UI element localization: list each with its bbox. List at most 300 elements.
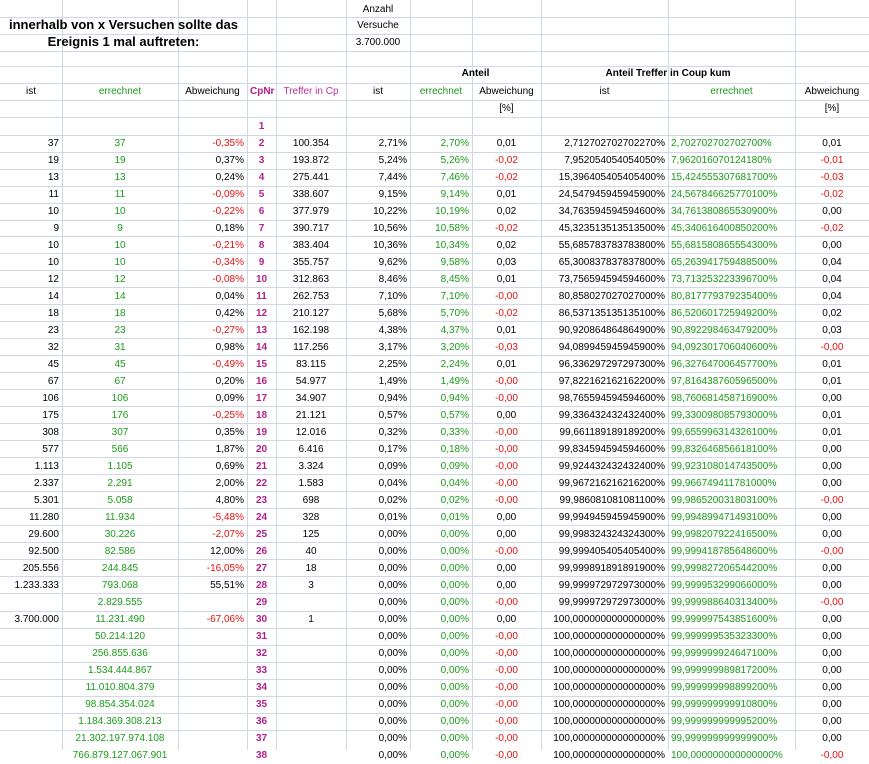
table-cell[interactable]: 0,01% [440,512,469,523]
table-cell[interactable]: 577 [42,444,59,455]
table-cell[interactable]: 86,537135135135100% [558,308,665,319]
table-cell[interactable]: 0,17% [378,444,407,455]
table-cell[interactable]: 99,999827206544200% [671,563,778,574]
table-cell[interactable]: 21.302.197.974.108 [75,733,165,744]
table-cell[interactable]: 10,58% [435,223,469,234]
table-cell[interactable]: 34 [255,682,268,693]
table-cell[interactable]: -0,22% [212,206,244,217]
table-cell[interactable]: 18 [114,308,126,319]
table-cell[interactable]: 275.441 [292,172,330,183]
table-cell[interactable]: 0,33% [440,427,469,438]
table-cell[interactable]: 55,51% [210,580,244,591]
table-cell[interactable]: 99,994945945945900% [558,512,665,523]
table-cell[interactable] [178,713,247,730]
table-cell[interactable]: 383.404 [292,240,330,251]
table-cell[interactable] [668,118,795,135]
table-cell[interactable]: 24,567846625770100% [671,189,778,200]
header-pct-anteil[interactable]: [%] [499,103,514,114]
table-cell[interactable]: 54.977 [295,376,327,387]
header-anteil-ist[interactable]: ist [373,86,383,97]
table-cell[interactable]: 0,00% [440,733,469,744]
table-cell[interactable]: 2,702702702702700% [671,138,772,149]
table-cell[interactable]: 9,58% [440,257,469,268]
table-cell[interactable] [0,713,62,730]
table-cell[interactable]: 0,00% [378,716,407,727]
table-cell[interactable]: 0,42% [215,308,244,319]
table-cell[interactable]: 0,00 [822,716,842,727]
table-cell[interactable]: 6.416 [298,444,324,455]
table-cell[interactable]: 0,01 [496,189,517,200]
table-cell[interactable]: 0,00% [378,580,407,591]
table-cell[interactable]: 338.607 [292,189,330,200]
table-cell[interactable]: 31 [255,631,268,642]
table-cell[interactable] [0,730,62,747]
table-cell[interactable]: 7,952054054054050% [564,155,665,166]
table-cell[interactable]: -0,00 [495,631,518,642]
table-cell[interactable]: 0,18% [215,223,244,234]
table-cell[interactable]: 10 [114,240,126,251]
table-cell[interactable]: 7,10% [378,291,407,302]
table-cell[interactable]: 34,761380865530900% [671,206,778,217]
table-cell[interactable]: 1,49% [440,376,469,387]
table-cell[interactable]: 0,00 [496,614,517,625]
table-cell[interactable]: 7,46% [440,172,469,183]
table-cell[interactable]: 86,520601725949200% [671,308,778,319]
table-cell[interactable]: 1,49% [378,376,407,387]
table-cell[interactable]: 0,09% [378,461,407,472]
table-cell[interactable]: 210.127 [292,308,330,319]
table-cell[interactable]: 0,01 [496,359,517,370]
table-cell[interactable]: 262.753 [292,291,330,302]
table-cell[interactable]: -0,02 [495,223,518,234]
table-cell[interactable]: 2,712702702702270% [564,138,665,149]
table-cell[interactable]: 92.500 [28,546,59,557]
table-cell[interactable]: 0,01 [822,359,842,370]
table-cell[interactable]: 0,02 [496,206,517,217]
table-cell[interactable]: 0,00% [378,546,407,557]
table-cell[interactable]: 99,330098085793000% [671,410,778,421]
table-cell[interactable]: 2,25% [378,359,407,370]
table-cell[interactable]: 9,62% [378,257,407,268]
table-cell[interactable]: -67,06% [206,614,244,625]
table-cell[interactable]: 2,71% [378,138,407,149]
table-cell[interactable]: 50.214.120 [94,631,146,642]
table-cell[interactable]: 0,00 [822,444,842,455]
table-cell[interactable]: 175 [42,410,59,421]
table-cell[interactable]: 99,655996314326100% [671,427,778,438]
table-cell[interactable]: 0,01 [496,325,517,336]
table-cell[interactable]: -0,00 [495,393,518,404]
table-cell[interactable] [276,594,346,611]
table-cell[interactable] [276,713,346,730]
table-cell[interactable]: 21 [255,461,268,472]
header-anteil-abweichung[interactable]: Abweichung [479,86,534,97]
table-cell[interactable]: 100,000000000000000% [553,614,665,625]
table-cell[interactable]: 390.717 [292,223,330,234]
table-cell[interactable]: 99,832646856618100% [671,444,778,455]
table-cell[interactable]: 20 [255,444,268,455]
table-cell[interactable]: 0,00 [822,665,842,676]
table-cell[interactable]: 0,04% [215,291,244,302]
table-cell[interactable]: 29 [255,597,268,608]
table-cell[interactable]: 38 [255,750,268,761]
table-cell[interactable]: 99,999972972973000% [558,597,665,608]
table-cell[interactable]: -0,34% [212,257,244,268]
table-cell[interactable]: 99,336432432432400% [558,410,665,421]
header-kum-ist[interactable]: ist [599,86,610,97]
table-cell[interactable] [178,730,247,747]
table-cell[interactable]: 99,999999924647100% [671,648,778,659]
table-cell[interactable]: 10,36% [373,240,407,251]
table-cell[interactable]: 99,986081081081100% [559,495,665,506]
table-cell[interactable]: 99,998207922416500% [671,529,778,540]
table-cell[interactable]: -0,02 [495,155,518,166]
header-errechnet[interactable]: errechnet [98,86,142,97]
table-cell[interactable]: 0,18% [440,444,469,455]
table-cell[interactable]: 30.226 [104,529,136,540]
table-cell[interactable]: 0,04 [822,257,842,268]
table-cell[interactable]: 29.600 [28,529,59,540]
table-cell[interactable]: 0,57% [440,410,469,421]
table-cell[interactable]: 5.301 [33,495,59,506]
table-cell[interactable]: 5 [258,189,265,200]
table-cell[interactable]: 125 [302,529,320,540]
table-cell[interactable]: 10,56% [373,223,407,234]
table-cell[interactable]: 0,00% [440,631,469,642]
table-cell[interactable]: 0,00% [440,716,469,727]
table-cell[interactable]: -0,00 [495,444,518,455]
table-cell[interactable]: 0,00 [822,733,842,744]
table-cell[interactable]: 100,000000000000000% [553,699,665,710]
table-cell[interactable]: 0,00% [378,529,407,540]
table-cell[interactable]: 0,04% [378,478,407,489]
table-cell[interactable]: 698 [302,495,320,506]
table-cell[interactable]: 328 [302,512,320,523]
table-cell[interactable]: 99,923108014743500% [671,461,778,472]
table-cell[interactable]: 0,00 [822,682,842,693]
table-cell[interactable]: 0,00% [378,648,407,659]
table-cell[interactable]: 0,00 [496,512,517,523]
header-kum-errechnet[interactable]: errechnet [710,86,753,97]
table-cell[interactable]: 10 [114,206,126,217]
table-cell[interactable]: -0,00 [495,665,518,676]
table-cell[interactable]: -0,00 [495,699,518,710]
table-cell[interactable]: 0,00 [822,206,842,217]
table-cell[interactable]: 1.233.333 [14,580,59,591]
table-cell[interactable]: 100,000000000000000% [553,733,665,744]
table-cell[interactable]: 27 [255,563,268,574]
table-cell[interactable]: 0,00% [440,682,469,693]
table-cell[interactable]: 26 [255,546,268,557]
table-cell[interactable]: 10,34% [435,240,469,251]
table-cell[interactable] [0,628,62,645]
table-cell[interactable]: 117.256 [293,342,329,353]
table-cell[interactable]: 0,03 [822,325,842,336]
table-cell[interactable]: 100,000000000000000% [553,648,665,659]
table-cell[interactable]: 45 [47,359,59,370]
table-cell[interactable]: 1 [258,121,265,132]
table-cell[interactable]: 18 [47,308,59,319]
table-cell[interactable]: 0,00% [440,614,469,625]
table-cell[interactable]: 0,04% [440,478,469,489]
table-cell[interactable]: 0,00% [440,699,469,710]
table-cell[interactable]: 0,02 [822,308,842,319]
table-cell[interactable]: 99,999999535323300% [671,631,778,642]
table-cell[interactable]: 19 [114,155,126,166]
table-cell[interactable]: 0,00 [496,580,517,591]
table-cell[interactable]: 30 [255,614,268,625]
table-cell[interactable] [178,628,247,645]
table-cell[interactable]: 11 [48,189,59,200]
table-cell[interactable]: 73,756594594594600% [558,274,665,285]
table-cell[interactable]: 98,765594594594600% [558,393,665,404]
table-cell[interactable]: 0,00 [496,410,517,421]
table-cell[interactable]: 35 [255,699,268,710]
table-cell[interactable]: 22 [255,478,268,489]
table-cell[interactable]: 100,000000000000000% [553,631,665,642]
table-cell[interactable]: 0,37% [215,155,244,166]
table-cell[interactable]: 0,00% [378,733,407,744]
table-cell[interactable]: 100,000000000000000% [553,750,665,761]
table-cell[interactable]: -0,03 [495,342,518,353]
table-cell[interactable]: 99,999999999910800% [671,699,778,710]
anzahl-versuche-value[interactable]: 3.700.000 [355,37,401,48]
table-cell[interactable]: 1.113 [34,461,59,472]
table-cell[interactable]: 0,01 [822,376,842,387]
table-cell[interactable]: -0,00 [495,427,518,438]
table-cell[interactable]: 0,09% [440,461,469,472]
table-cell[interactable]: 162.198 [292,325,330,336]
table-cell[interactable]: 0,00% [440,648,469,659]
table-cell[interactable]: -0,27% [212,325,244,336]
table-cell[interactable]: 12 [114,274,126,285]
header-anteil-errechnet[interactable]: errechnet [419,86,463,97]
table-cell[interactable]: 9 [117,223,123,234]
table-cell[interactable]: 312.863 [292,274,330,285]
table-cell[interactable]: 45,340616400850200% [671,223,778,234]
table-cell[interactable]: 10,19% [435,206,469,217]
header-abweichung[interactable]: Abweichung [185,86,240,97]
table-cell[interactable]: -0,00 [495,733,518,744]
table-cell[interactable]: 308 [42,427,59,438]
table-cell[interactable]: 82.586 [104,546,136,557]
table-cell[interactable]: 0,01 [496,274,517,285]
table-cell[interactable]: 99,999418785648600% [671,546,778,557]
table-cell[interactable]: -0,00 [495,597,518,608]
table-cell[interactable] [541,118,668,135]
table-cell[interactable]: -0,00 [495,461,518,472]
table-cell[interactable]: 21.121 [295,410,327,421]
table-cell[interactable]: 0,20% [215,376,244,387]
table-cell[interactable]: 34.907 [295,393,327,404]
table-cell[interactable]: 0,00% [440,665,469,676]
table-cell[interactable] [795,118,869,135]
table-cell[interactable]: 99,999988640313400% [671,597,778,608]
table-cell[interactable]: 14 [255,342,268,353]
table-cell[interactable] [276,730,346,747]
table-cell[interactable]: -0,49% [212,359,244,370]
table-cell[interactable]: -16,05% [206,563,244,574]
table-cell[interactable]: -0,00 [495,478,518,489]
table-cell[interactable]: 0,00% [378,614,407,625]
table-cell[interactable]: 5,24% [378,155,407,166]
table-cell[interactable]: 10 [114,257,126,268]
table-cell[interactable]: 4,38% [378,325,407,336]
table-cell[interactable]: -0,00 [495,495,518,506]
table-cell[interactable]: -0,25% [212,410,244,421]
table-cell[interactable] [178,679,247,696]
table-cell[interactable]: 12.016 [295,427,327,438]
table-cell[interactable]: 99,834594594594600% [558,444,665,455]
table-cell[interactable]: -0,00 [495,291,518,302]
table-cell[interactable]: 73,713253223396700% [671,274,778,285]
table-cell[interactable]: 793.068 [101,580,139,591]
table-cell[interactable]: -0,08% [212,274,244,285]
table-cell[interactable]: 99,999891891891900% [558,563,665,574]
table-cell[interactable] [0,696,62,713]
table-cell[interactable]: 24 [255,512,268,523]
table-cell[interactable]: 80,858027027027000% [558,291,665,302]
table-cell[interactable]: 99,967216216216200% [558,478,665,489]
table-cell[interactable]: 0,00 [822,240,842,251]
anzahl-label-1[interactable]: Anzahl [362,4,394,15]
table-cell[interactable]: 0,00% [440,597,469,608]
table-cell[interactable]: 106 [42,393,59,404]
table-cell[interactable]: 45 [114,359,126,370]
table-cell[interactable]: -0,00 [495,750,518,761]
table-cell[interactable]: 2.291 [107,478,133,489]
table-cell[interactable]: -0,02 [820,223,844,234]
table-cell[interactable]: -0,00 [820,750,844,761]
table-cell[interactable]: 7 [258,223,265,234]
table-cell[interactable]: 0,00 [822,580,842,591]
table-cell[interactable]: 96,327647006457700% [671,359,778,370]
table-cell[interactable]: 100,000000000000000% [553,716,665,727]
table-cell[interactable]: 34,763594594594600% [558,206,665,217]
table-cell[interactable]: 10 [47,257,59,268]
table-cell[interactable]: 0,00 [822,529,842,540]
table-cell[interactable]: 36 [255,716,268,727]
table-cell[interactable] [0,645,62,662]
table-cell[interactable]: 90,892298463479200% [671,325,778,336]
table-cell[interactable]: 90,920864864864900% [558,325,665,336]
table-cell[interactable]: 1.534.444.867 [88,665,152,676]
table-cell[interactable]: 99,994899471493100% [671,512,778,523]
table-cell[interactable]: 4,80% [215,495,244,506]
table-cell[interactable] [276,645,346,662]
table-cell[interactable]: 0,00 [822,512,842,523]
table-cell[interactable]: -0,02 [495,172,518,183]
table-cell[interactable]: -0,00 [820,597,844,608]
table-cell[interactable]: 98.854.354.024 [85,699,155,710]
table-cell[interactable]: 0,32% [378,427,407,438]
table-cell[interactable]: 0,00% [440,563,469,574]
table-cell[interactable]: 3.324 [298,461,324,472]
table-cell[interactable]: 100.354 [292,138,330,149]
table-cell[interactable]: 5,70% [440,308,469,319]
table-cell[interactable]: 37 [114,138,126,149]
table-cell[interactable]: 0,94% [440,393,469,404]
table-cell[interactable]: 10 [47,240,59,251]
table-cell[interactable]: 766.879.127.067.901 [72,750,168,761]
table-cell[interactable] [178,645,247,662]
table-cell[interactable]: 0,00% [378,563,407,574]
table-cell[interactable]: 0,00 [822,393,842,404]
table-cell[interactable]: 205.556 [22,563,59,574]
table-cell[interactable] [276,662,346,679]
table-cell[interactable]: 100,000000000000000% [553,682,665,693]
table-cell[interactable]: 355.757 [292,257,330,268]
table-cell[interactable] [472,118,541,135]
table-cell[interactable]: 19 [255,427,268,438]
table-cell[interactable] [178,696,247,713]
table-cell[interactable]: 23 [47,325,59,336]
table-cell[interactable]: 176 [111,410,129,421]
table-cell[interactable]: 99,999997543851600% [671,614,778,625]
table-cell[interactable]: 99,966749411781000% [671,478,777,489]
table-cell[interactable]: 0,00 [822,699,842,710]
table-cell[interactable]: 98,760681458716900% [671,393,778,404]
table-cell[interactable]: 37 [255,733,268,744]
table-cell[interactable]: 32 [255,648,268,659]
table-cell[interactable]: 99,999999989817200% [671,665,778,676]
table-cell[interactable]: 1 [308,614,314,625]
table-cell[interactable]: 31 [114,342,126,353]
table-cell[interactable]: 0,00 [822,614,842,625]
table-cell[interactable]: 8 [258,240,265,251]
table-cell[interactable]: -0,09% [212,189,244,200]
table-cell[interactable]: 11.280 [29,512,59,523]
table-cell[interactable]: 5,26% [440,155,469,166]
table-cell[interactable]: 0,00 [822,478,842,489]
table-cell[interactable] [276,118,346,135]
table-cell[interactable]: 13 [47,172,59,183]
table-cell[interactable]: -0,00 [820,342,844,353]
table-cell[interactable]: 0,00% [440,546,469,557]
table-cell[interactable]: 99,986520031803100% [671,495,778,506]
table-cell[interactable]: 0,02% [440,495,469,506]
table-cell[interactable]: -0,00 [495,716,518,727]
table-cell[interactable]: 1.105 [107,461,133,472]
table-cell[interactable]: 2.829.555 [97,597,143,608]
table-cell[interactable]: 37 [47,138,59,149]
table-cell[interactable]: 11.010.804.379 [85,682,155,693]
table-cell[interactable]: 0,04 [822,274,842,285]
table-cell[interactable]: 96,336297297297300% [558,359,665,370]
table-cell[interactable]: 8,45% [440,274,469,285]
table-cell[interactable]: 0,01% [378,512,407,523]
table-cell[interactable]: 10 [47,206,59,217]
table-cell[interactable]: 100,000000000000000% [671,750,783,761]
table-cell[interactable]: 5.058 [107,495,133,506]
table-cell[interactable]: 0,69% [215,461,244,472]
table-cell[interactable] [178,118,247,135]
table-cell[interactable]: 6 [258,206,265,217]
table-cell[interactable]: 0,00% [378,597,407,608]
table-cell[interactable]: 15 [255,359,268,370]
table-cell[interactable]: 94,092301706040600% [671,342,778,353]
table-cell[interactable] [276,696,346,713]
table-cell[interactable]: 11.934 [105,512,135,523]
table-cell[interactable]: 99,999953299066000% [671,580,778,591]
table-cell[interactable]: 99,999999999995200% [671,716,778,727]
table-cell[interactable]: 3,17% [378,342,407,353]
table-cell[interactable]: -0,03 [820,172,844,183]
table-cell[interactable]: 0,00 [822,461,842,472]
table-cell[interactable]: 3 [308,580,314,591]
table-cell[interactable]: 0,00% [378,750,407,761]
table-cell[interactable]: 0,01 [822,427,842,438]
